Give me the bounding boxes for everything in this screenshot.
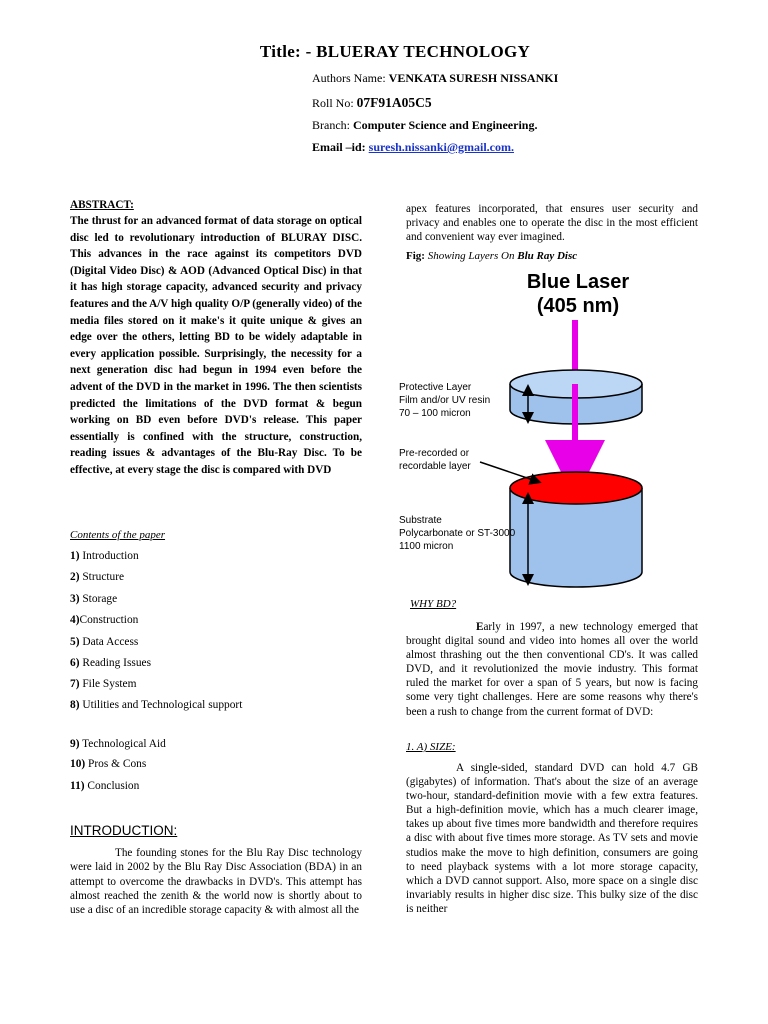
substrate-label-2: Polycarbonate or ST-3000 xyxy=(399,528,516,539)
toc-item: 5) Data Access xyxy=(70,636,139,648)
why-bd-heading: WHY BD? xyxy=(410,598,457,610)
roll-line xyxy=(312,95,432,111)
contents-title: Contents of the paper xyxy=(70,529,166,541)
toc-item: 11) Conclusion xyxy=(70,780,140,792)
toc-item: 2) Structure xyxy=(70,571,125,583)
why-bd-body: Early in 1997, a new technology emerged that brought digital sound and video into homes all over the world almost thrashing out the then conventional CD's. It was called DVD, and it revolutionized the movie industry. This format ruled the market for over a span of 5 years, but now is facing some very tight challenges. Here are some reasons why there's been a rush to change from the current format of DVD: xyxy=(406,621,698,718)
toc-item: 9) Technological Aid xyxy=(70,738,166,750)
toc-item: 8) Utilities and Technological support xyxy=(70,699,243,711)
substrate-label-1: Substrate xyxy=(399,515,442,526)
substrate-label-3: 1100 micron xyxy=(399,541,454,552)
authors-line xyxy=(312,71,558,86)
toc-item: 3) Storage xyxy=(70,593,118,605)
authors-value: VENKATA SURESH NISSANKI xyxy=(388,71,559,85)
roll-value: 07F91A05C5 xyxy=(356,95,432,110)
protective-label-1: Protective Layer xyxy=(399,382,472,393)
introduction-heading: INTRODUCTION: xyxy=(70,823,178,838)
introduction-body: The founding stones for the Blu Ray Disc technology were laid in 2002 by the Blu Ray Disc Association (BDA) in an attempt to overcome the drawbacks in DVD's. This attempt has almost reached the zenith & the world now is shortly about to use a disc of an incredible storage capacity & with almost all the xyxy=(70,847,362,917)
email-link[interactable]: suresh.nissanki@gmail.com. xyxy=(368,140,514,154)
branch-line xyxy=(312,118,537,133)
email-line xyxy=(312,140,514,155)
toc-item: 10) Pros & Cons xyxy=(70,758,147,770)
authors-label: Authors Name: xyxy=(312,71,389,85)
why-bd-dropcap: E xyxy=(476,621,484,633)
laser-title-1: Blue Laser xyxy=(526,271,630,293)
figure-caption: Fig: Showing Layers On Blu Ray Disc xyxy=(406,250,578,262)
prerecorded-label-2: recordable layer xyxy=(399,461,471,472)
email-label: Email –id: xyxy=(312,140,369,154)
protective-label-2: Film and/or UV resin xyxy=(399,395,491,406)
prerecorded-pointer-arrow xyxy=(480,462,536,481)
abstract-section xyxy=(70,197,362,479)
branch-value: Computer Science and Engineering. xyxy=(353,118,538,132)
toc-item: 1) Introduction xyxy=(70,550,139,562)
size-heading: 1. A) SIZE: xyxy=(406,741,456,753)
paper-title: Title: - BLUERAY TECHNOLOGY xyxy=(259,42,531,61)
abstract-heading: ABSTRACT: xyxy=(70,199,134,211)
branch-label: Branch: xyxy=(312,118,353,132)
protective-label-3: 70 – 100 micron xyxy=(399,408,471,419)
toc-item: 4)Construction xyxy=(70,614,139,626)
toc-item: 6) Reading Issues xyxy=(70,657,151,669)
size-body: A single-sided, standard DVD can hold 4.7 GB (gigabytes) of information. That's about the size of an average two-hour, standard-definition movie with a few extra features. But a high-definition movie, which has a much clearer image, takes up about five times more bandwidth and therefore requires a disc with about five times more storage. As TV sets and movie studios make the move to high definition, consumers are going to need playback systems with a lot more storage capacity, which a DVD cannot support. Also, more space on a single disc invariably results in higher disc size. This bulky size of the disc is neither xyxy=(406,762,698,915)
prerecorded-label-1: Pre-recorded or xyxy=(399,448,470,459)
toc-item: 7) File System xyxy=(70,678,137,690)
roll-label: Roll No: xyxy=(312,96,357,110)
bluray-layers-figure xyxy=(392,266,722,602)
abstract-body: The thrust for an advanced format of data storage on optical disc led to revolutionary introduction of BLURAY DISC. This advances in the race against its competitors DVD (Digital Video Disc) & AOD (Advanced Optical Disc) in that it has high storage capacity, advanced security and privacy features and the A/V high quality O/P (generally video) of the media files stored on it make's it quite unique & gives an edge over the others, letting BD to be widely adaptable in every application possible. Surprisingly, the necessity for a next generation disc had begun in 1994 even before the advent of the DVD in the market in 1996. The then scientists predicted the limitations of the DVD format & begun working on BD even before DVD's release. This paper essentially is confined with the structure, construction, reading issues & advantages of the Blu-Ray Disc. To be effective, at every stage the disc is compared with DVD xyxy=(70,215,362,476)
abstract-continuation: apex features incorporated, that ensures user security and privacy and enables one to operate the disc in the most efficient and convenient way ever imagined. xyxy=(406,203,698,244)
laser-title-2: (405 nm) xyxy=(536,295,620,317)
recordable-layer-top xyxy=(510,472,642,504)
